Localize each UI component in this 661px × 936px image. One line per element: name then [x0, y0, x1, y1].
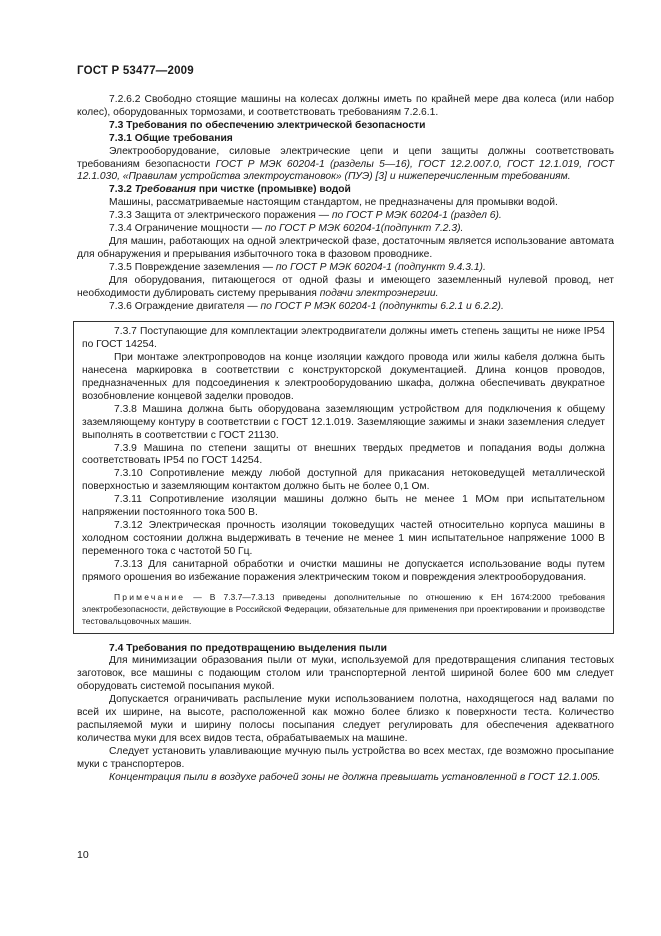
- subsection-heading-7-3-1: 7.3.1 Общие требования: [109, 132, 233, 144]
- paragraph-7-4-1: Для минимизации образования пыли от муки, используемой для предотвращения слипания тестовых заготовок, все машины с подающим столом или транспортерной лентой шириной более 600 мм следует оборудовать системой посыпания мукой.: [77, 655, 614, 693]
- paragraph-7-3-9: 7.3.9 Машина по степени защиты от внешних твердых предметов и попадания воды должна соответствовать IP54 по ГОСТ 14254.: [82, 442, 605, 467]
- paragraph-7-3-4-single-phase: Для машин, работающих на одной электрической фазе, достаточным является использование автомата для обнаружения и прерывания избыточного тока в фазовом проводнике.: [77, 235, 614, 260]
- paragraph-7-3-8: 7.3.8 Машина должна быть оборудована заземляющим устройством для подключения к общему заземляющему контуру в соответствии с ГОСТ 12.1.019. Заземляющие зажимы и знаки заземления следует выполнять в соответствии с ГОСТ 21130.: [82, 403, 605, 441]
- paragraph-7-3-7: 7.3.7 Поступающие для комплектации электродвигатели должны иметь степень защиты не ниже IP54 по ГОСТ 14254.: [82, 326, 605, 351]
- paragraph-7-3-12: 7.3.12 Электрическая прочность изоляции токоведущих частей относительно корпуса машины в холодном состоянии должна выдерживать в течение не менее 1 мин испытательное напряжение 1000 В переменного тока с частотой 50 Гц.: [82, 520, 605, 557]
- section-heading-7-4: 7.4 Требования по предотвращению выделения пыли: [109, 642, 387, 654]
- paragraph-7-4-2: Допускается ограничивать распыление муки использованием полотна, находящегося над валами по всей их ширине, на высоте, расположенной как можно более близко к поверхности теста. Количество распыляемой муки и ширину полосы посыпания следует регулировать для обеспечения адекватного количества муки для всех видов теста, обрабатываемых на машине.: [77, 694, 614, 744]
- paragraph-7-3-2: Машины, рассматриваемые настоящим стандартом, не предназначены для промывки водой.: [109, 197, 558, 209]
- paragraph-7-3-13: 7.3.13 Для санитарной обработки и очистки машины не допускается использование воды путем прямого орошения во избежание поражения электрическим током и повреждения электрооборудования.: [82, 558, 605, 583]
- page-number: 10: [77, 849, 89, 861]
- paragraph-7-2-6-2: 7.2.6.2 Свободно стоящие машины на колесах должны иметь по крайней мере два колеса (или набор колес), оборудованных тормозами, и соответствовать требованиям 7.2.6.1.: [77, 94, 614, 118]
- paragraph-7-3-10: 7.3.10 Сопротивление между любой доступной для прикасания нетоковедущей металлической поверхностью и заземляющим контактом должно быть не более 0,1 Ом.: [82, 468, 605, 493]
- paragraph-7-3-11: 7.3.11 Сопротивление изоляции машины должно быть не менее 1 МОм при испытательном напряжении постоянного тока 500 В.: [82, 494, 605, 519]
- document-header: ГОСТ Р 53477—2009: [77, 65, 194, 77]
- paragraph-7-3-6: 7.3.6 Ограждение двигателя — по ГОСТ Р МЭК 60204-1 (подпункты 6.2.1 и 6.2.2).: [109, 300, 504, 312]
- paragraph-7-4-4: Концентрация пыли в воздухе рабочей зоны не должна превышать установленной в ГОСТ 12.1.005.: [109, 771, 601, 783]
- paragraph-7-3-5: 7.3.5 Повреждение заземления — по ГОСТ Р МЭК 60204-1 (подпункт 9.4.3.1).: [109, 261, 486, 273]
- note: Примечание — В 7.3.7—7.3.13 приведены дополнительные по отношению к ЕН 1674:2000 требования электробезопасности, действующие в Российской Федерации, обязательные для применения при проектировании и производстве тестовальцовочных машин.: [82, 591, 605, 626]
- document-body: [77, 94, 614, 785]
- paragraph-7-3-1: Электрооборудование, силовые электрические цепи и цепи защиты должны соответствовать требованиям безопасности ГОСТ Р МЭК 60204-1 (разделы 5—16), ГОСТ 12.2.007.0, ГОСТ 12.1.019, ГОСТ 12.1.030, «Правилам устройства электроустановок» (ПУЭ) [3] и нижеперечисленным требованиям.: [77, 145, 614, 183]
- paragraph-7-4-3: Следует установить улавливающие мучную пыль устройства во всех местах, где возможно просыпание муки с транспортеров.: [77, 745, 614, 770]
- paragraph-7-3-4: 7.3.4 Ограничение мощности — по ГОСТ Р МЭК 60204-1(подпункт 7.2.3).: [109, 223, 464, 235]
- national-requirements-box: [73, 321, 614, 633]
- paragraph-7-3-7-wiring: При монтаже электропроводов на конце изоляции каждого провода или жилы кабеля должна быть нанесена маркировка в соответствии с конструкторской документацией. Длина концов проводов, предназначенных для подсоединения к электрооборудованию шкафа, должна обеспечивать двукратное возобновление концевой заделки проводов.: [82, 352, 605, 402]
- note-label: Примечание: [114, 591, 186, 602]
- subsection-heading-7-3-2: 7.3.2 Требования при чистке (промывке) водой: [109, 184, 351, 196]
- paragraph-7-3-5-neutral: Для оборудования, питающегося от одной фазы и имеющего заземленный нулевой провод, нет необходимости дублировать систему прерывания подачи электроэнергии.: [77, 274, 614, 299]
- paragraph-7-3-3: 7.3.3 Защита от электрического поражения — по ГОСТ Р МЭК 60204-1 (раздел 6).: [109, 210, 502, 222]
- section-heading-7-3: 7.3 Требования по обеспечению электрической безопасности: [109, 119, 426, 131]
